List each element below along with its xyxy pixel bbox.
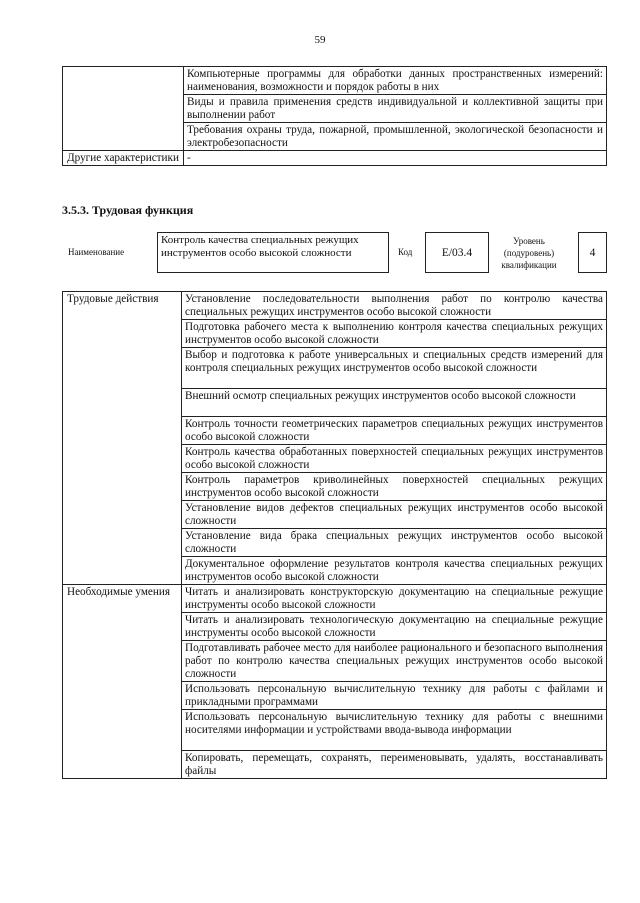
other-characteristics-value: -	[184, 151, 607, 166]
skill-item: Использовать персональную вычислительную технику для работы с файлами и прикладными программами	[182, 682, 607, 710]
labor-action-item: Контроль точности геометрических параметров специальных режущих инструментов особо высокой сложности	[182, 417, 607, 445]
section-heading: 3.5.3. Трудовая функция	[62, 203, 194, 217]
labor-action-item: Внешний осмотр специальных режущих инструментов особо высокой сложности	[182, 389, 607, 417]
labor-action-item: Выбор и подготовка к работе универсальных и специальных средств измерений для контроля специальных режущих инструментов особо высокой сложности	[182, 348, 607, 389]
skill-item: Читать и анализировать технологическую документацию на специальные режущие инструменты особо высокой сложности	[182, 613, 607, 641]
skill-item: Использовать персональную вычислительную технику для работы с внешними носителями информации и устройствами ввода-вывода информации	[182, 710, 607, 751]
required-skills-label: Необходимые умения	[63, 585, 182, 779]
skill-item: Читать и анализировать конструкторскую документацию на специальные режущие инструменты особо высокой сложности	[182, 585, 607, 613]
qualification-level-label: Уровень (подуровень) квалификации	[501, 236, 557, 270]
labor-action-item: Подготовка рабочего места к выполнению контроля качества специальных режущих инструментов особо высокой сложности	[182, 320, 607, 348]
knowledge-item: Требования охраны труда, пожарной, промышленной, экологической безопасности и электробезопасности	[184, 123, 607, 151]
function-code-box: E/03.4	[425, 232, 489, 273]
qualification-level-box: 4	[578, 232, 607, 273]
labor-action-item: Контроль параметров криволинейных поверхностей специальных режущих инструментов особо высокой сложности	[182, 473, 607, 501]
labor-action-item: Установление последовательности выполнения работ по контролю качества специальных режущих инструментов особо высокой сложности	[182, 292, 607, 320]
labor-action-item: Документальное оформление результатов контроля качества специальных режущих инструментов особо высокой сложности	[182, 557, 607, 585]
knowledge-item: Виды и правила применения средств индивидуальной и коллективной защиты при выполнении работ	[184, 95, 607, 123]
labor-action-item: Установление вида брака специальных режущих инструментов особо высокой сложности	[182, 529, 607, 557]
table-row	[63, 67, 607, 95]
page-number: 59	[314, 34, 326, 46]
skill-item: Подготавливать рабочее место для наиболее рационального и безопасного выполнения работ по контролю качества специальных режущих инструментов особо высокой сложности	[182, 641, 607, 682]
function-name-box: Контроль качества специальных режущих инструментов особо высокой сложности	[157, 232, 389, 273]
knowledge-item: Компьютерные программы для обработки данных пространственных измерений: наименования, возможности и порядок работы в них	[184, 67, 607, 95]
other-characteristics-label: Другие характеристики	[63, 151, 184, 166]
labor-actions-label: Трудовые действия	[63, 292, 182, 585]
skill-item: Копировать, перемещать, сохранять, переименовывать, удалять, восстанавливать файлы	[182, 751, 607, 779]
table-row	[63, 151, 607, 166]
table-row	[63, 292, 607, 320]
labor-function-table	[62, 291, 607, 779]
code-label: Код	[398, 247, 413, 257]
labor-action-item: Установление видов дефектов специальных режущих инструментов особо высокой сложности	[182, 501, 607, 529]
table-row	[63, 585, 607, 613]
knowledge-table-continuation	[62, 66, 607, 166]
name-label: Наименование	[68, 247, 125, 257]
labor-action-item: Контроль качества обработанных поверхностей специальных режущих инструментов особо высокой сложности	[182, 445, 607, 473]
empty-label-cell	[63, 67, 184, 151]
